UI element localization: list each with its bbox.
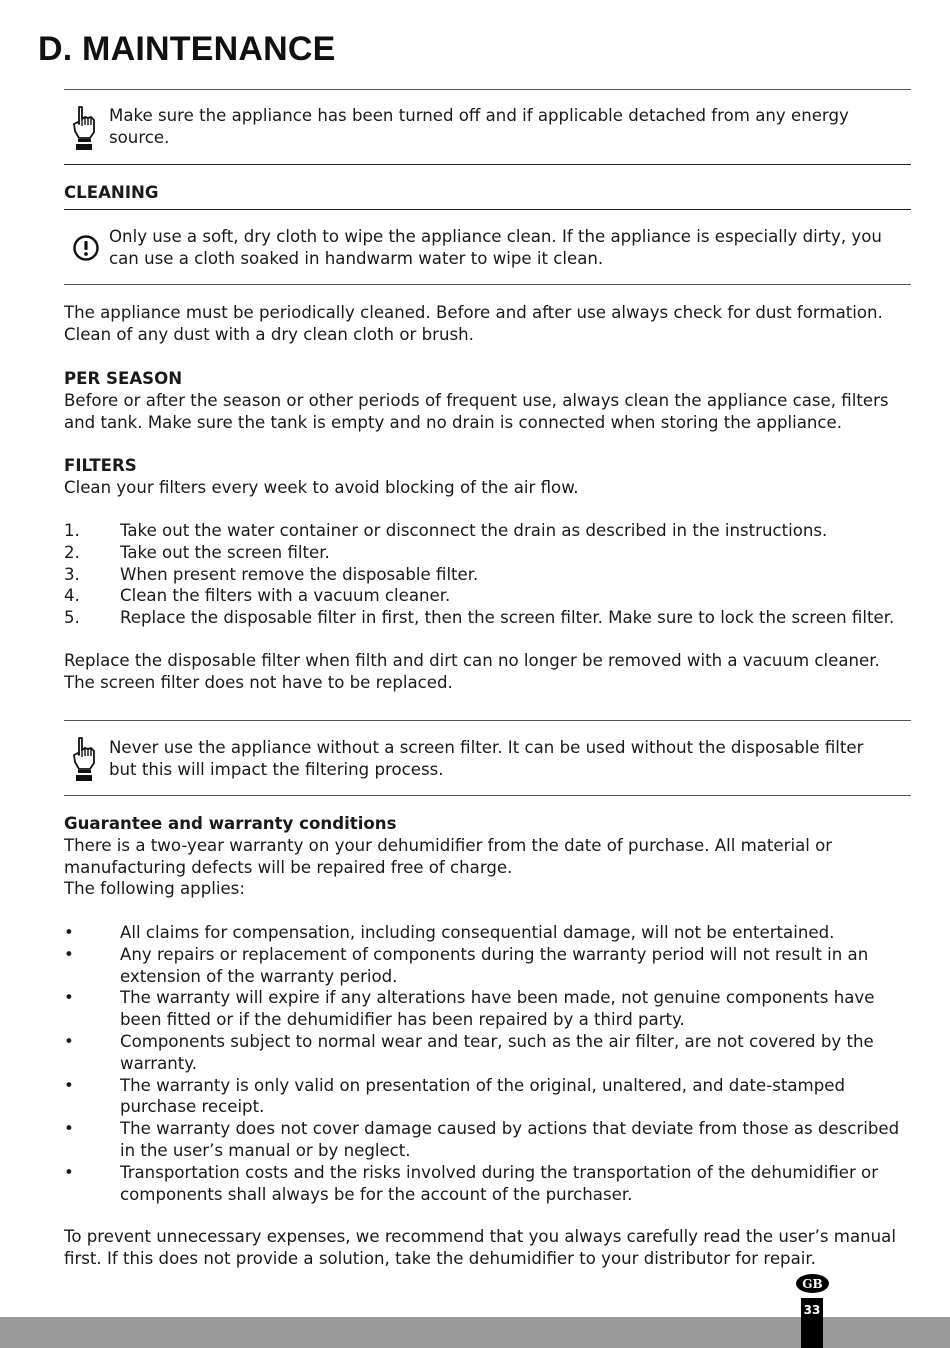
- exclamation-circle-icon: [72, 234, 100, 262]
- list-item: [64, 585, 924, 607]
- list-number: 1.: [64, 521, 80, 540]
- divider: [64, 720, 911, 721]
- list-item-text: Transportation costs and the risks involved during the transportation of the dehumidifier or: [120, 1162, 879, 1182]
- list-item-text: The warranty is only valid on presentation of the original, unaltered, and date-stamped: [120, 1075, 845, 1095]
- text-line: The following applies:: [64, 879, 245, 899]
- list-item-text: Replace the disposable filter in first, then the screen filter. Make sure to lock the screen filter.: [120, 608, 895, 628]
- section-heading-cleaning: CLEANING: [64, 183, 159, 202]
- divider: [64, 795, 911, 796]
- list-item-text: components shall always be for the account of the purchaser.: [120, 1184, 633, 1204]
- text-line: To prevent unnecessary expenses, we recommend that you always carefully read the user’s manual: [64, 1227, 896, 1246]
- filters-section: [64, 455, 924, 499]
- list-item-text: purchase receipt.: [120, 1097, 265, 1117]
- list-item-text: The warranty does not cover damage caused by actions that deviate from those as described: [120, 1119, 900, 1139]
- list-item: [64, 922, 924, 944]
- list-item-text: Take out the screen filter.: [120, 542, 330, 562]
- text-line: Clean of any dust with a dry clean cloth or brush.: [64, 324, 474, 344]
- per-season-section: [64, 368, 924, 433]
- list-number: 4.: [64, 586, 80, 606]
- list-item-text: All claims for compensation, including consequential damage, will not be entertained.: [120, 923, 835, 942]
- cleaning-paragraph: [64, 302, 924, 346]
- list-item-text: When present remove the disposable filter.: [120, 564, 479, 584]
- note-text-line: source.: [109, 127, 170, 147]
- text-line: There is a two-year warranty on your dehumidifier from the date of purchase. All material or: [64, 835, 833, 855]
- text-line: and tank. Make sure the tank is empty and no drain is connected when storing the appliance.: [64, 412, 843, 432]
- list-item: [64, 542, 924, 564]
- list-item: [64, 520, 924, 542]
- list-number: 5.: [64, 608, 80, 628]
- list-item-text: in the user’s manual or by neglect.: [120, 1140, 411, 1160]
- text-line: first. If this does not provide a solution, take the dehumidifier to your distributor for repair.: [64, 1248, 816, 1268]
- bullet: •: [64, 923, 74, 942]
- divider: [64, 209, 911, 210]
- list-item: [64, 607, 924, 629]
- filter-steps-list: [64, 520, 924, 629]
- text-line: manufacturing defects will be repaired free of charge.: [64, 857, 513, 877]
- pointing-hand-icon: [70, 104, 98, 152]
- list-item: [64, 1031, 924, 1075]
- list-item: [64, 1075, 924, 1119]
- list-item-text: The warranty will expire if any alterations have been made, not genuine components have: [120, 988, 875, 1008]
- text-line: Before or after the season or other periods of frequent use, always clean the appliance case, filters: [64, 390, 889, 410]
- list-item-text: Components subject to normal wear and tear, such as the air filter, are not covered by the: [120, 1031, 874, 1051]
- bullet: •: [64, 944, 74, 964]
- text-line: Replace the disposable filter when filth and dirt can no longer be removed with a vacuum cleaner.: [64, 651, 880, 670]
- section-heading-per-season: PER SEASON: [64, 369, 183, 388]
- closing-paragraph: [64, 1226, 924, 1270]
- warranty-section: [64, 813, 924, 900]
- list-number: 2.: [64, 542, 80, 562]
- warranty-conditions-list: [64, 922, 924, 1205]
- bullet: •: [64, 1031, 74, 1051]
- page-title: D. MAINTENANCE: [38, 30, 336, 68]
- list-item: [64, 1118, 924, 1162]
- list-number: 3.: [64, 564, 80, 584]
- section-heading-filters: FILTERS: [64, 456, 137, 475]
- note-text-line: can use a cloth soaked in handwarm water to wipe it clean.: [109, 248, 604, 268]
- list-item-text: warranty.: [120, 1053, 198, 1073]
- note-text-line: but this will impact the filtering process.: [109, 759, 444, 779]
- page-number: 33: [801, 1298, 823, 1348]
- divider: [64, 89, 911, 90]
- list-item-text: Any repairs or replacement of components during the warranty period will not result in an: [120, 944, 869, 964]
- list-item-text: Clean the filters with a vacuum cleaner.: [120, 586, 451, 606]
- section-heading-warranty: Guarantee and warranty conditions: [64, 814, 397, 833]
- note-text-line: Make sure the appliance has been turned off and if applicable detached from any energy: [109, 106, 849, 125]
- list-item: [64, 1162, 924, 1206]
- note-text-line: Never use the appliance without a screen filter. It can be used without the disposable filter: [109, 738, 864, 757]
- list-item: [64, 987, 924, 1031]
- list-item-text: Take out the water container or disconnect the drain as described in the instructions.: [120, 521, 828, 540]
- language-badge: GB: [796, 1274, 829, 1293]
- bullet: •: [64, 1075, 74, 1095]
- note-text-line: Only use a soft, dry cloth to wipe the appliance clean. If the appliance is especially dirty, you: [109, 227, 882, 246]
- bullet: •: [64, 1162, 74, 1182]
- list-item-text: extension of the warranty period.: [120, 966, 398, 986]
- list-item: [64, 564, 924, 586]
- filters-after-paragraph: [64, 650, 924, 694]
- divider: [64, 164, 911, 165]
- text-line: The screen filter does not have to be replaced.: [64, 672, 453, 692]
- bullet: •: [64, 988, 74, 1008]
- divider: [64, 284, 911, 285]
- text-line: The appliance must be periodically cleaned. Before and after use always check for dust formation.: [64, 303, 883, 322]
- pointing-hand-icon: [70, 735, 98, 783]
- list-item-text: been fitted or if the dehumidifier has been repaired by a third party.: [120, 1010, 685, 1030]
- text-line: Clean your filters every week to avoid blocking of the air flow.: [64, 477, 579, 497]
- list-item: [64, 944, 924, 988]
- bullet: •: [64, 1119, 74, 1139]
